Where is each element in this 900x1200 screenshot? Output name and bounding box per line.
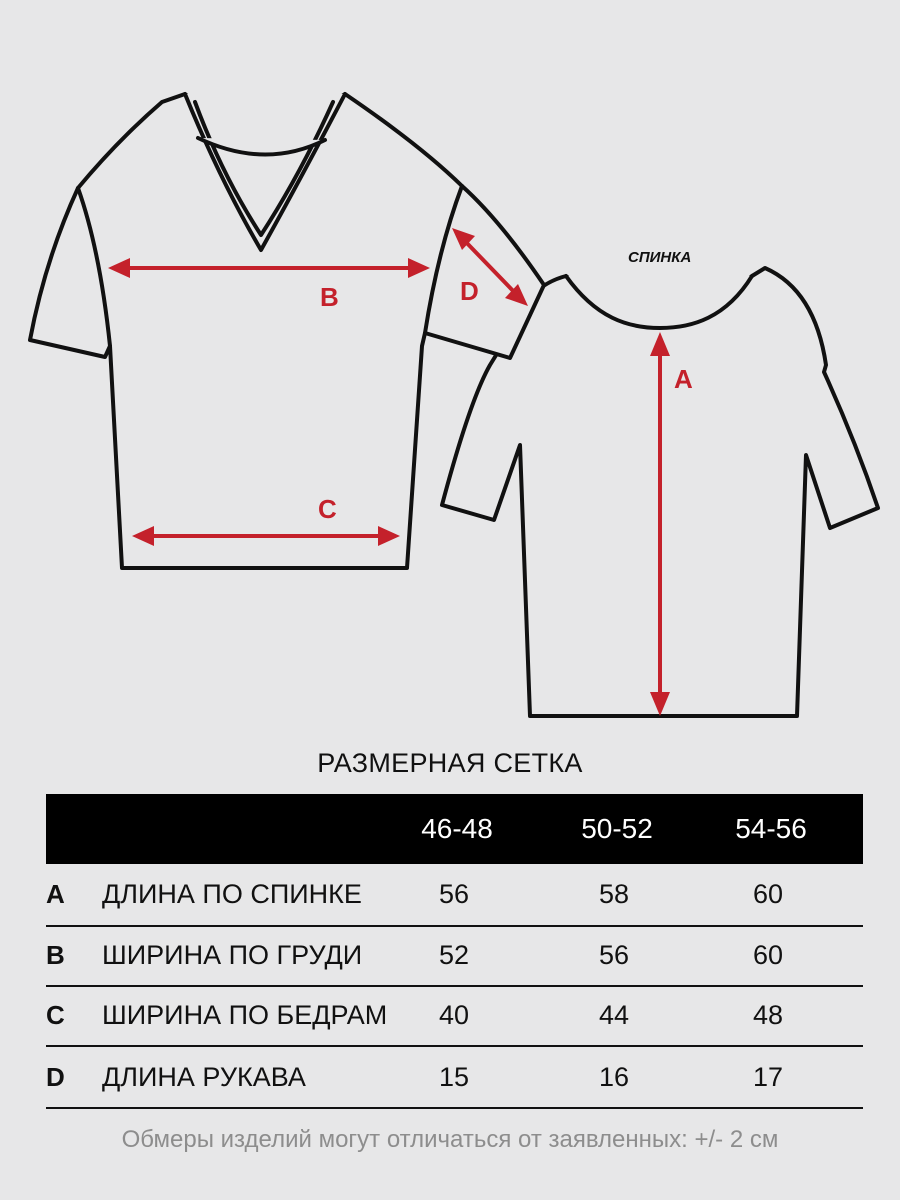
measurement-tolerance-note: Обмеры изделий могут отличаться от заявленных: +/- 2 см bbox=[121, 1126, 779, 1153]
row-value: 52 bbox=[438, 940, 470, 970]
row-letter: A bbox=[46, 879, 65, 909]
size-header-1: 46-48 bbox=[421, 813, 493, 844]
back-view-label: СПИНКА bbox=[628, 249, 692, 266]
row-value: 58 bbox=[598, 879, 630, 909]
row-letter: B bbox=[46, 940, 65, 970]
row-value: 16 bbox=[598, 1062, 630, 1092]
row-value: 48 bbox=[752, 1000, 784, 1030]
row-value: 15 bbox=[438, 1062, 470, 1092]
row-value: 44 bbox=[598, 1000, 630, 1030]
label-b: B bbox=[320, 282, 339, 312]
row-name: ШИРИНА ПО БЕДРАМ bbox=[102, 1000, 388, 1030]
table-row bbox=[46, 985, 863, 1045]
row-divider bbox=[46, 1107, 863, 1109]
row-name: ДЛИНА РУКАВА bbox=[102, 1062, 306, 1092]
table-row bbox=[46, 864, 863, 924]
row-letter: C bbox=[46, 1000, 65, 1030]
label-d: D bbox=[460, 276, 479, 306]
row-letter: D bbox=[46, 1062, 65, 1092]
row-value: 56 bbox=[598, 940, 630, 970]
row-value: 40 bbox=[438, 1000, 470, 1030]
size-chart-title: РАЗМЕРНАЯ СЕТКА bbox=[317, 748, 583, 778]
size-table-header bbox=[46, 794, 863, 864]
table-row bbox=[46, 1047, 863, 1107]
label-c: C bbox=[318, 494, 337, 524]
row-value: 56 bbox=[438, 879, 470, 909]
size-header-3: 54-56 bbox=[735, 813, 807, 844]
label-a: A bbox=[674, 364, 693, 394]
table-row bbox=[46, 925, 863, 985]
row-value: 60 bbox=[752, 879, 784, 909]
row-value: 60 bbox=[752, 940, 784, 970]
size-header-2: 50-52 bbox=[581, 813, 653, 844]
row-name: ДЛИНА ПО СПИНКЕ bbox=[102, 879, 362, 909]
row-name: ШИРИНА ПО ГРУДИ bbox=[102, 940, 363, 970]
row-value: 17 bbox=[752, 1062, 784, 1092]
